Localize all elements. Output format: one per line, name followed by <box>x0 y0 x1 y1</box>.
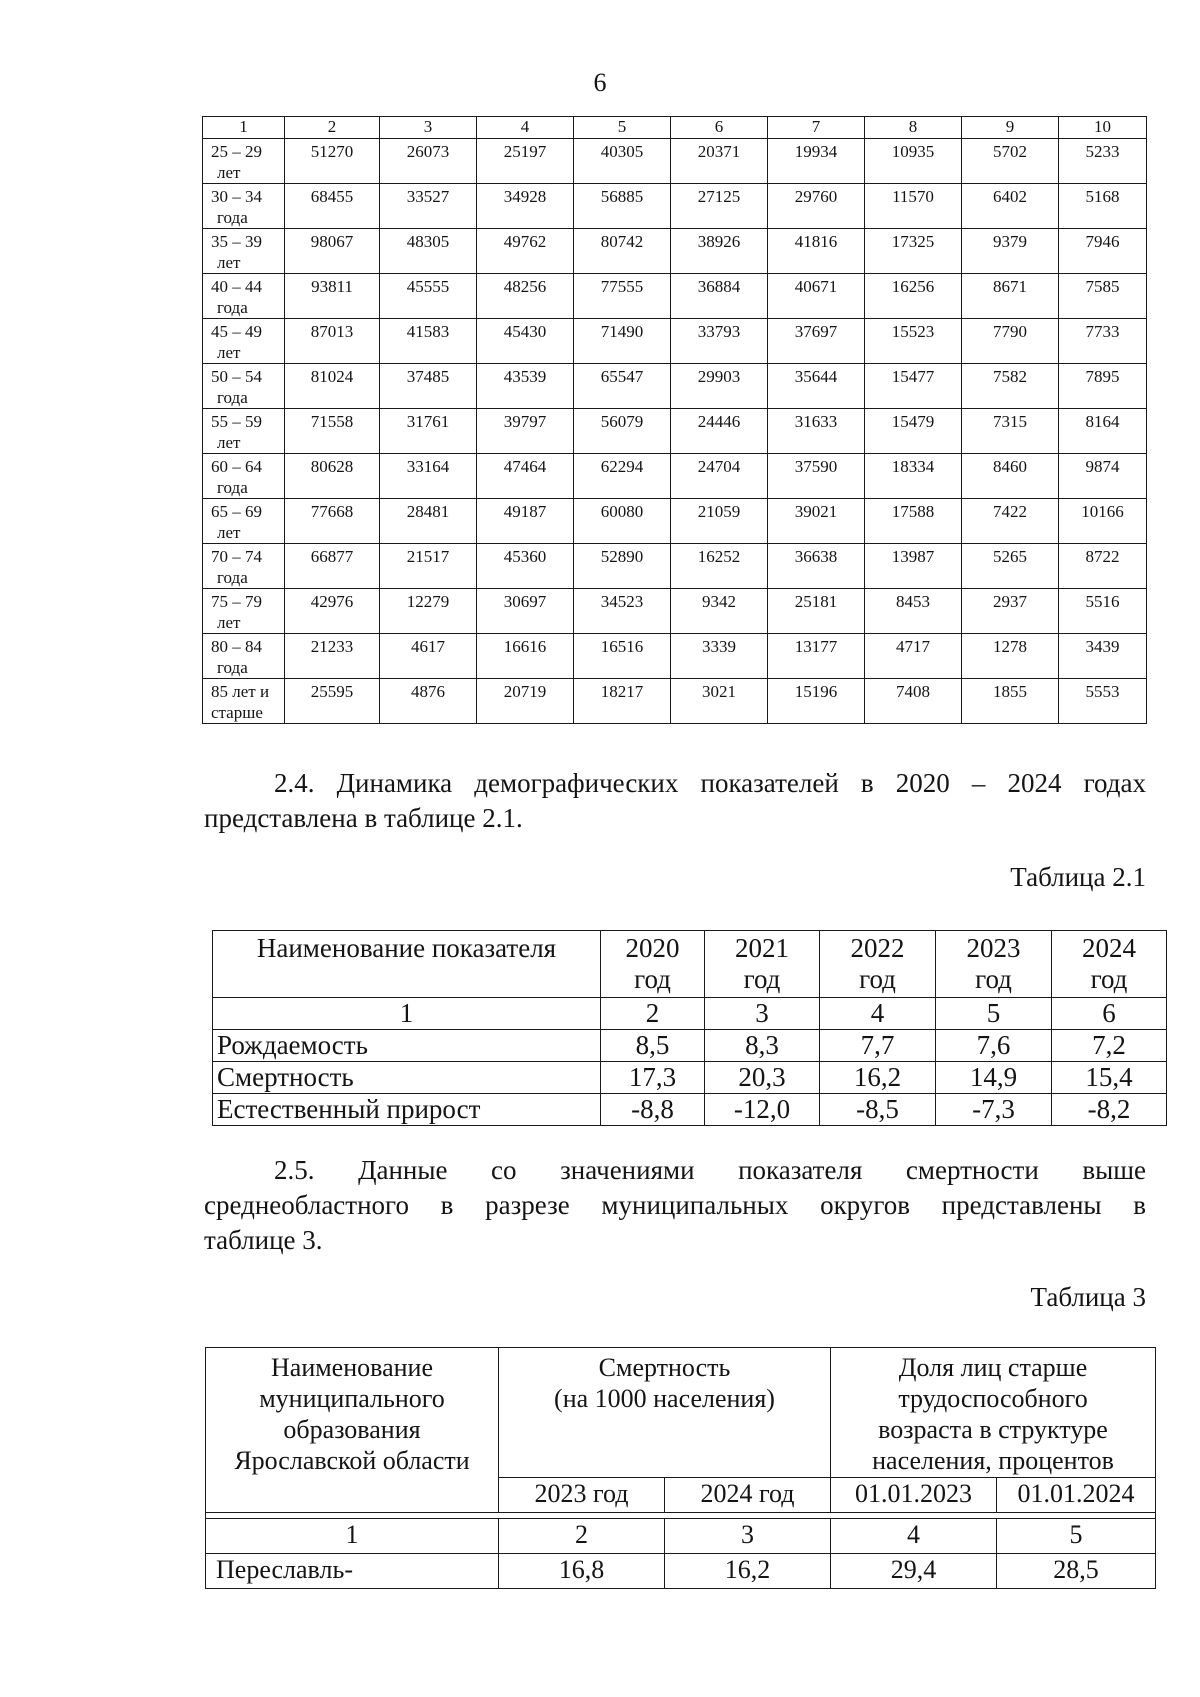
age-range: 40 – 44 <box>211 277 262 296</box>
table-cell: 7,6 <box>936 1030 1052 1062</box>
column-number: 2 <box>601 998 705 1030</box>
age-range: 60 – 64 <box>211 457 262 476</box>
table-cell: 5233 <box>1059 139 1147 184</box>
table-cell: 27125 <box>671 184 768 229</box>
table-cell: 25197 <box>477 139 574 184</box>
age-group-cell <box>203 679 285 724</box>
column-number: 3 <box>665 1519 831 1554</box>
year-unit: год <box>1090 964 1128 994</box>
column-number: 4 <box>831 1519 997 1554</box>
table-cell: 41816 <box>768 229 865 274</box>
table-cell: 36884 <box>671 274 768 319</box>
table-cell: 16,2 <box>820 1062 936 1094</box>
age-unit: лет <box>217 163 241 182</box>
table-row <box>203 274 1147 319</box>
header-line: населения, процентов <box>872 1446 1114 1475</box>
age-unit: лет <box>217 433 241 452</box>
table-row <box>203 544 1147 589</box>
table-cell: 34928 <box>477 184 574 229</box>
age-range: 55 – 59 <box>211 412 262 431</box>
age-group-cell <box>203 184 285 229</box>
table-cell: 8671 <box>962 274 1059 319</box>
header-line: (на 1000 населения) <box>554 1384 775 1413</box>
table-cell: 52890 <box>574 544 671 589</box>
age-group-cell <box>203 139 285 184</box>
table-cell: 7895 <box>1059 364 1147 409</box>
table-cell: 7,7 <box>820 1030 936 1062</box>
age-unit: года <box>217 658 248 677</box>
year-unit: год <box>859 964 896 994</box>
table-cell: 5516 <box>1059 589 1147 634</box>
table-cell: 9874 <box>1059 454 1147 499</box>
table-cell: 1278 <box>962 634 1059 679</box>
table-cell: 29760 <box>768 184 865 229</box>
table-cell: 5168 <box>1059 184 1147 229</box>
table-cell: 8722 <box>1059 544 1147 589</box>
table-cell: 45555 <box>380 274 477 319</box>
header-cell: 9 <box>962 117 1059 139</box>
table-cell: 42976 <box>285 589 380 634</box>
table-cell: 49187 <box>477 499 574 544</box>
mortality-header <box>499 1348 831 1478</box>
table-cell: 39021 <box>768 499 865 544</box>
subheader-cell: 2023 год <box>499 1478 665 1513</box>
table-cell: 5265 <box>962 544 1059 589</box>
table-cell: 37590 <box>768 454 865 499</box>
table-cell: 34523 <box>574 589 671 634</box>
column-number: 1 <box>213 998 601 1030</box>
mortality-by-district-table <box>205 1347 1156 1589</box>
column-number: 3 <box>705 998 820 1030</box>
table-cell: 77668 <box>285 499 380 544</box>
table-row <box>203 319 1147 364</box>
year-unit: год <box>975 964 1012 994</box>
year-value: 2021 <box>735 933 789 963</box>
table-cell: 36638 <box>768 544 865 589</box>
table-cell: 8164 <box>1059 409 1147 454</box>
table-cell: 87013 <box>285 319 380 364</box>
age-group-cell <box>203 634 285 679</box>
paragraph-2-4 <box>204 766 1146 836</box>
table-row <box>203 589 1147 634</box>
table-row <box>203 499 1147 544</box>
table-cell: 81024 <box>285 364 380 409</box>
table-cell: 10935 <box>865 139 962 184</box>
age-group-cell <box>203 274 285 319</box>
year-header-cell <box>936 931 1052 998</box>
column-number: 5 <box>936 998 1052 1030</box>
column-number: 5 <box>997 1519 1156 1554</box>
table-cell: 18334 <box>865 454 962 499</box>
table-cell: 7733 <box>1059 319 1147 364</box>
header-line: муниципального <box>259 1384 445 1413</box>
demographic-dynamics-table <box>212 930 1167 1126</box>
table-2-1-caption: Таблица 2.1 <box>1010 862 1146 892</box>
header-line: возраста в структуре <box>878 1415 1108 1444</box>
indicator-name-header: Наименование показателя <box>213 931 601 998</box>
table-cell: 66877 <box>285 544 380 589</box>
table-cell: 40671 <box>768 274 865 319</box>
table-row <box>203 634 1147 679</box>
table-cell: 3339 <box>671 634 768 679</box>
table-cell: 16516 <box>574 634 671 679</box>
age-range: 80 – 84 <box>211 637 262 656</box>
table-row <box>203 364 1147 409</box>
table-cell: 80742 <box>574 229 671 274</box>
age-unit: лет <box>217 613 241 632</box>
table-cell: 26073 <box>380 139 477 184</box>
table-cell: 51270 <box>285 139 380 184</box>
header-line: Ярославской области <box>234 1446 470 1475</box>
table-cell: 29,4 <box>831 1554 997 1589</box>
table-cell: 20719 <box>477 679 574 724</box>
column-number: 1 <box>206 1519 499 1554</box>
table-cell: 45430 <box>477 319 574 364</box>
year-unit: год <box>743 964 781 994</box>
age-group-cell <box>203 544 285 589</box>
table-cell: 37485 <box>380 364 477 409</box>
table-cell: 9342 <box>671 589 768 634</box>
table-row <box>203 139 1147 184</box>
age-groups-table <box>202 116 1147 724</box>
table-cell: 10166 <box>1059 499 1147 544</box>
age-unit: лет <box>217 253 241 272</box>
table-cell: 43539 <box>477 364 574 409</box>
municipality-header <box>206 1348 499 1513</box>
age-range: 35 – 39 <box>211 232 262 251</box>
table-cell: 1855 <box>962 679 1059 724</box>
indicator-name: Рождаемость <box>213 1030 601 1062</box>
age-unit: года <box>217 568 248 587</box>
age-group-cell <box>203 589 285 634</box>
column-number: 6 <box>1052 998 1167 1030</box>
table-cell: 3439 <box>1059 634 1147 679</box>
table-cell: 31761 <box>380 409 477 454</box>
header-line: Смертность <box>598 1353 731 1382</box>
table-row <box>213 1094 1167 1126</box>
table-cell: 15523 <box>865 319 962 364</box>
table-cell: -12,0 <box>705 1094 820 1126</box>
header-line: трудоспособного <box>898 1384 1088 1413</box>
year-header-cell <box>705 931 820 998</box>
table-header-row <box>203 117 1147 139</box>
table-cell: 33164 <box>380 454 477 499</box>
paragraph-line: среднеобластного в разрезе муниципальных округов представлены в <box>204 1190 1146 1220</box>
table-cell: 40305 <box>574 139 671 184</box>
table-cell: 16616 <box>477 634 574 679</box>
table-cell: 15,4 <box>1052 1062 1167 1094</box>
table-cell: 7946 <box>1059 229 1147 274</box>
age-unit: года <box>217 298 248 317</box>
subheader-cell: 01.01.2023 <box>831 1478 997 1513</box>
table-cell: 7790 <box>962 319 1059 364</box>
age-unit: года <box>217 388 248 407</box>
table-cell: 48305 <box>380 229 477 274</box>
age-range: 85 лет и <box>211 682 270 701</box>
column-number-row <box>213 998 1167 1030</box>
table-cell: 71558 <box>285 409 380 454</box>
header-cell: 4 <box>477 117 574 139</box>
indicator-name: Естественный прирост <box>213 1094 601 1126</box>
table-cell: 16,2 <box>665 1554 831 1589</box>
table-row <box>203 229 1147 274</box>
table-cell: 65547 <box>574 364 671 409</box>
table-cell: 29903 <box>671 364 768 409</box>
table-cell: 15479 <box>865 409 962 454</box>
age-range: 30 – 34 <box>211 187 262 206</box>
age-group-cell <box>203 364 285 409</box>
table-cell: 21233 <box>285 634 380 679</box>
table-cell: 16256 <box>865 274 962 319</box>
paragraph-line: 2.5. Данные со значениями показателя смертности выше <box>274 1155 1146 1185</box>
header-line: Наименование <box>271 1353 433 1382</box>
header-cell: 8 <box>865 117 962 139</box>
header-cell: 10 <box>1059 117 1147 139</box>
municipality-name: Переславль- <box>206 1554 499 1589</box>
table-cell: 15477 <box>865 364 962 409</box>
age-group-cell <box>203 229 285 274</box>
table-cell: 11570 <box>865 184 962 229</box>
table-cell: 7,2 <box>1052 1030 1167 1062</box>
header-line: образования <box>283 1415 421 1444</box>
table-cell: -8,8 <box>601 1094 705 1126</box>
table-row <box>203 679 1147 724</box>
table-cell: 13177 <box>768 634 865 679</box>
table-header-row <box>213 931 1167 998</box>
table-cell: 5553 <box>1059 679 1147 724</box>
table-cell: 5702 <box>962 139 1059 184</box>
subheader-cell: 2024 год <box>665 1478 831 1513</box>
header-cell: 1 <box>203 117 285 139</box>
table-cell: 21059 <box>671 499 768 544</box>
table-cell: 19934 <box>768 139 865 184</box>
year-value: 2023 <box>966 933 1021 963</box>
table-cell: 13987 <box>865 544 962 589</box>
table-cell: 7315 <box>962 409 1059 454</box>
table-cell: 20,3 <box>705 1062 820 1094</box>
table-cell: 45360 <box>477 544 574 589</box>
age-range: 50 – 54 <box>211 367 262 386</box>
age-range: 70 – 74 <box>211 547 262 566</box>
header-cell: 5 <box>574 117 671 139</box>
header-cell: 3 <box>380 117 477 139</box>
table-row <box>203 454 1147 499</box>
table-cell: 18217 <box>574 679 671 724</box>
header-cell: 2 <box>285 117 380 139</box>
table-cell: 56079 <box>574 409 671 454</box>
table-cell: 49762 <box>477 229 574 274</box>
column-number-row <box>206 1519 1156 1554</box>
table-cell: 93811 <box>285 274 380 319</box>
table-cell: 35644 <box>768 364 865 409</box>
age-unit: лет <box>217 343 241 362</box>
table-cell: 24704 <box>671 454 768 499</box>
table-cell: -8,5 <box>820 1094 936 1126</box>
age-unit: лет <box>217 523 241 542</box>
table-cell: -7,3 <box>936 1094 1052 1126</box>
table-cell: 4717 <box>865 634 962 679</box>
table-cell: 80628 <box>285 454 380 499</box>
elderly-share-header <box>831 1348 1156 1478</box>
table-cell: 15196 <box>768 679 865 724</box>
table-cell: 14,9 <box>936 1062 1052 1094</box>
year-value: 2024 <box>1082 933 1136 963</box>
age-group-cell <box>203 319 285 364</box>
year-header-cell <box>820 931 936 998</box>
table-cell: 20371 <box>671 139 768 184</box>
age-group-cell <box>203 499 285 544</box>
age-range: 25 – 29 <box>211 142 262 161</box>
table-cell: 8460 <box>962 454 1059 499</box>
table-cell: 17325 <box>865 229 962 274</box>
table-row <box>206 1554 1156 1589</box>
table-cell: 39797 <box>477 409 574 454</box>
table-cell: 31633 <box>768 409 865 454</box>
indicator-name: Смертность <box>213 1062 601 1094</box>
table-row <box>213 1062 1167 1094</box>
table-cell: 8453 <box>865 589 962 634</box>
table-cell: 16,8 <box>499 1554 665 1589</box>
table-cell: 12279 <box>380 589 477 634</box>
age-range: 75 – 79 <box>211 592 262 611</box>
table-cell: 25181 <box>768 589 865 634</box>
table-cell: 21517 <box>380 544 477 589</box>
header-line: Доля лиц старше <box>898 1353 1088 1382</box>
table-cell: 33793 <box>671 319 768 364</box>
table-cell: 4876 <box>380 679 477 724</box>
table-cell: 3021 <box>671 679 768 724</box>
table-cell: 2937 <box>962 589 1059 634</box>
table-cell: 48256 <box>477 274 574 319</box>
table-cell: 38926 <box>671 229 768 274</box>
table-cell: 71490 <box>574 319 671 364</box>
paragraph-line: представлена в таблице 2.1. <box>204 803 523 833</box>
table-cell: 60080 <box>574 499 671 544</box>
paragraph-line: таблице 3. <box>204 1225 323 1255</box>
table-header-row <box>206 1348 1156 1478</box>
table-cell: 41583 <box>380 319 477 364</box>
page-number: 6 <box>593 68 607 97</box>
year-header-cell <box>1052 931 1167 998</box>
column-number: 2 <box>499 1519 665 1554</box>
age-unit: года <box>217 208 248 227</box>
table-cell: 7585 <box>1059 274 1147 319</box>
table-cell: 30697 <box>477 589 574 634</box>
table-cell: 6402 <box>962 184 1059 229</box>
age-group-cell <box>203 454 285 499</box>
table-cell: 7582 <box>962 364 1059 409</box>
year-unit: год <box>634 964 671 994</box>
table-cell: 8,3 <box>705 1030 820 1062</box>
table-cell: 25595 <box>285 679 380 724</box>
header-cell: 6 <box>671 117 768 139</box>
table-cell: 56885 <box>574 184 671 229</box>
table-row <box>213 1030 1167 1062</box>
table-cell: 24446 <box>671 409 768 454</box>
table-cell: 8,5 <box>601 1030 705 1062</box>
table-cell: 47464 <box>477 454 574 499</box>
table-cell: 77555 <box>574 274 671 319</box>
table-cell: 7408 <box>865 679 962 724</box>
table-row <box>203 409 1147 454</box>
year-header-cell <box>601 931 705 998</box>
table-cell: 16252 <box>671 544 768 589</box>
table-cell: 4617 <box>380 634 477 679</box>
year-value: 2020 <box>625 933 680 963</box>
table-cell: 62294 <box>574 454 671 499</box>
table-cell: 33527 <box>380 184 477 229</box>
table-cell: 17,3 <box>601 1062 705 1094</box>
table-cell: 68455 <box>285 184 380 229</box>
header-cell: 7 <box>768 117 865 139</box>
table-cell: 37697 <box>768 319 865 364</box>
table-cell: -8,2 <box>1052 1094 1167 1126</box>
table-3-caption: Таблица 3 <box>1030 1282 1146 1312</box>
table-cell: 28,5 <box>997 1554 1156 1589</box>
table-cell: 9379 <box>962 229 1059 274</box>
table-cell: 28481 <box>380 499 477 544</box>
table-cell: 17588 <box>865 499 962 544</box>
age-unit: года <box>217 478 248 497</box>
paragraph-line: 2.4. Динамика демографических показателей в 2020 – 2024 годах <box>274 768 1146 798</box>
age-range: 65 – 69 <box>211 502 262 521</box>
age-group-cell <box>203 409 285 454</box>
table-row <box>203 184 1147 229</box>
column-number: 4 <box>820 998 936 1030</box>
age-unit: старше <box>211 703 263 722</box>
subheader-cell: 01.01.2024 <box>997 1478 1156 1513</box>
table-cell: 7422 <box>962 499 1059 544</box>
year-value: 2022 <box>850 933 905 963</box>
age-range: 45 – 49 <box>211 322 262 341</box>
table-cell: 98067 <box>285 229 380 274</box>
paragraph-2-5 <box>204 1153 1146 1258</box>
